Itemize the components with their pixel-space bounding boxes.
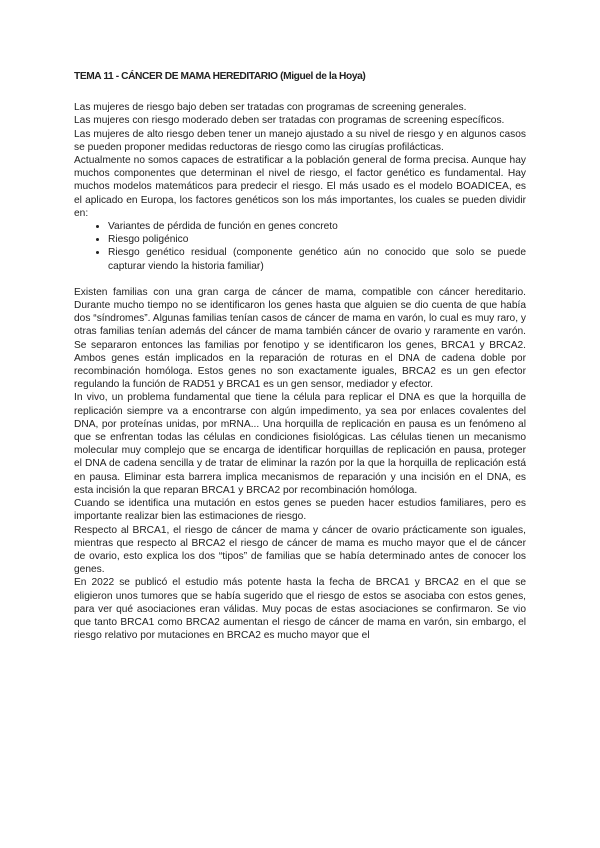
paragraph-family-studies: Cuando se identifica una mutación en estos genes se pueden hacer estudios familiares, pero es importante realizar bien las estimaciones de riesgo. bbox=[74, 498, 526, 523]
paragraph-brca-families: Existen familias con una gran carga de cáncer de mama, compatible con cáncer hereditario. Durante mucho tiempo no se identificaron los genes hasta que alguien se dio cuenta de que había dos “síndromes”. Algunas familias tenían casos de cáncer de mama en varón, lo cual es muy raro, y otras familias tenían además del cáncer de mama también cáncer de ovario y raramente en varón. Se separaron entonces las familias por fenotipo y se identificaron los genes, BRCA1 y BRCA2. Ambos genes están implicados en la reparación de roturas en el DNA de cadena doble por recombinación homóloga. Estos genes no son exactamente iguales, BRCA2 es un gen efector regulando la función de RAD51 y BRCA1 es un gen sensor, mediador y efector. bbox=[74, 286, 526, 391]
list-item: • Variantes de pérdida de función en genes concreto bbox=[108, 220, 526, 233]
paragraph-high-risk: Las mujeres de alto riesgo deben tener un manejo ajustado a su nivel de riesgo y en algunos casos se pueden proponer medidas reductoras de riesgo como las cirugías profilácticas. bbox=[74, 128, 526, 153]
paragraph-gap bbox=[74, 273, 526, 286]
document-body bbox=[74, 70, 526, 642]
paragraph-2022-study: En 2022 se publicó el estudio más potente hasta la fecha de BRCA1 y BRCA2 en el que se eligieron unos tumores que se había sugerido que el riesgo de estos se asociaba con estos genes, para ver qué asociaciones eran válidas. Muy pocas de estas asociaciones se confirmaron. Se vio que tanto BRCA1 como BRCA2 aumentan el riesgo de cáncer de mama en varón, sin embargo, el riesgo relativo por mutaciones en BRCA2 es mucho mayor que el bbox=[74, 577, 526, 642]
list-item: • Riesgo poligénico bbox=[108, 233, 526, 246]
paragraph-brca1-brca2-risk: Respecto al BRCA1, el riesgo de cáncer de mama y cáncer de ovario prácticamente son iguales, mientras que respecto al BRCA2 el riesgo de cáncer de mama es mucho mayor que el de cáncer de ovario, esto explica los dos “tipos” de familias que se había determinado antes de conocer los genes. bbox=[74, 524, 526, 576]
paragraph-replication-fork: In vivo, un problema fundamental que tiene la célula para replicar el DNA es que la horquilla de replicación siempre va a encontrarse con algún impedimento, ya sea por enlaces covalentes del DNA, por proteínas unidas, por mRNA... Una horquilla de replicación en pausa es un fenómeno al que se enfrentan todas las células en condiciones fisiológicas. Las células tienen un mecanismo molecular muy complejo que se encarga de identificar horquillas de replicación en pausa, proteger el DNA de cadena sencilla y de tratar de eliminar la razón por la que la horquilla de replicación está en pausa. Eliminar esta barrera implica mecanismos de reparación y una incisión en el DNA, es esta incisión la que reparan BRCA1 y BRCA2 por recombinación homóloga. bbox=[74, 392, 526, 496]
paragraph-boadicea: Actualmente no somos capaces de estratificar a la población general de forma precisa. Aunque hay muchos componentes que determinan el nivel de riesgo, el factor genético es fundamental. Hay muchos modelos matemáticos para predecir el riesgo. El más usado es el modelo BOADICEA, es el aplicado en Europa, los factores genéticos son los más importantes, los cuales se pueden dividir en: bbox=[74, 155, 526, 219]
paragraph-moderate-risk: Las mujeres con riesgo moderado deben ser tratadas con programas de screening específicos. bbox=[74, 115, 505, 127]
list-item: • Riesgo genético residual (componente genético aún no conocido que solo se puede capturar viendo la historia familiar) bbox=[108, 246, 526, 272]
paragraph-low-risk: Las mujeres de riesgo bajo deben ser tratadas con programas de screening generales. bbox=[74, 102, 467, 114]
genetic-factors-list bbox=[74, 220, 526, 273]
document-title: TEMA 11 - CÁNCER DE MAMA HEREDITARIO (Miguel de la Hoya) bbox=[74, 71, 366, 82]
